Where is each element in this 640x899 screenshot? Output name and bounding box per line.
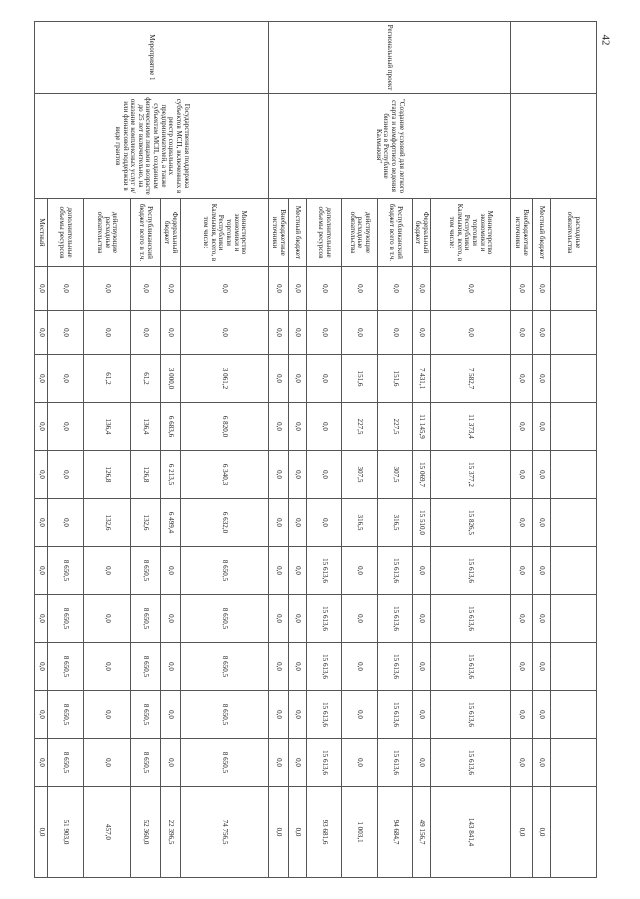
value-cell: 0,0: [378, 311, 413, 355]
value-cell: 0,0: [84, 595, 131, 643]
value-cell: 0,0: [35, 403, 48, 451]
value-cell: 8 650,5: [48, 595, 84, 643]
value-cell: 61,2: [84, 355, 131, 403]
value-cell: 227,5: [342, 403, 378, 451]
source-cell: Республиканский бюджет всего в т.ч.: [378, 199, 413, 267]
value-cell: 0,0: [511, 499, 533, 547]
source-cell: Федеральный бюджет: [413, 199, 431, 267]
total-cell: 0,0: [269, 787, 289, 878]
value-cell: 0,0: [533, 739, 551, 787]
value-cell: [551, 403, 597, 451]
value-cell: 8 650,5: [181, 739, 269, 787]
value-cell: 6 499,4: [161, 499, 181, 547]
value-cell: 0,0: [289, 547, 307, 595]
value-cell: 0,0: [511, 691, 533, 739]
value-cell: [551, 643, 597, 691]
value-cell: 0,0: [511, 739, 533, 787]
value-cell: 0,0: [431, 311, 511, 355]
value-cell: 15 377,2: [431, 451, 511, 499]
source-cell: Министерство экономики и торговли Республики Калмыкия, всего, в том числе:: [181, 199, 269, 267]
value-cell: 0,0: [342, 691, 378, 739]
source-cell: Местный бюджет: [289, 199, 307, 267]
total-cell: 0,0: [511, 787, 533, 878]
value-cell: 15 613,6: [307, 595, 342, 643]
value-cell: [551, 595, 597, 643]
value-cell: 0,0: [378, 267, 413, 311]
value-cell: 0,0: [289, 643, 307, 691]
document-sheet: [37, 21, 597, 877]
value-cell: 8 650,5: [181, 547, 269, 595]
value-cell: 0,0: [84, 643, 131, 691]
total-cell: 1 003,1: [342, 787, 378, 878]
total-cell: 22 396,5: [161, 787, 181, 878]
budget-table: [34, 21, 597, 878]
value-cell: 15 613,6: [431, 547, 511, 595]
value-cell: 0,0: [161, 547, 181, 595]
total-cell: 51 903,0: [48, 787, 84, 878]
value-cell: 0,0: [84, 547, 131, 595]
value-cell: 0,0: [181, 311, 269, 355]
value-cell: 0,0: [161, 691, 181, 739]
value-cell: 0,0: [533, 403, 551, 451]
value-cell: [551, 691, 597, 739]
value-cell: 0,0: [289, 499, 307, 547]
value-cell: 0,0: [35, 267, 48, 311]
value-cell: 15 613,6: [431, 595, 511, 643]
value-cell: [551, 451, 597, 499]
value-cell: 0,0: [269, 643, 289, 691]
category-cell: [511, 22, 597, 94]
value-cell: 15 613,6: [378, 691, 413, 739]
value-cell: 15 826,5: [431, 499, 511, 547]
value-cell: 151,6: [378, 355, 413, 403]
source-cell: Местный бюджет: [533, 199, 551, 267]
value-cell: 0,0: [289, 691, 307, 739]
value-cell: 8 650,5: [48, 739, 84, 787]
value-cell: 0,0: [48, 267, 84, 311]
value-cell: 15 613,6: [307, 547, 342, 595]
value-cell: 8 650,5: [131, 643, 161, 691]
value-cell: 316,5: [378, 499, 413, 547]
value-cell: 6 213,5: [161, 451, 181, 499]
total-cell: 457,0: [84, 787, 131, 878]
value-cell: 0,0: [511, 643, 533, 691]
value-cell: 0,0: [48, 403, 84, 451]
page-number: 42: [599, 34, 612, 46]
value-cell: 0,0: [35, 547, 48, 595]
total-cell: 143 841,4: [431, 787, 511, 878]
value-cell: 8 650,5: [131, 595, 161, 643]
total-cell: 74 756,5: [181, 787, 269, 878]
value-cell: 0,0: [35, 595, 48, 643]
value-cell: 0,0: [289, 403, 307, 451]
value-cell: 8 650,5: [48, 547, 84, 595]
value-cell: 0,0: [342, 547, 378, 595]
value-cell: [551, 499, 597, 547]
source-cell: дополнительные объемы ресурсов: [48, 199, 84, 267]
value-cell: 0,0: [413, 547, 431, 595]
value-cell: 6 683,6: [161, 403, 181, 451]
name-cell: "Создание условий для легкого старта и комфортного ведения бизнеса в Республике Калмыкия": [269, 94, 511, 199]
value-cell: 0,0: [35, 643, 48, 691]
value-cell: 0,0: [533, 311, 551, 355]
value-cell: 0,0: [289, 451, 307, 499]
value-cell: 3 061,2: [181, 355, 269, 403]
value-cell: 0,0: [533, 355, 551, 403]
category-cell: Мероприятие 1: [35, 22, 269, 94]
value-cell: 316,5: [342, 499, 378, 547]
value-cell: 0,0: [289, 739, 307, 787]
value-cell: 0,0: [289, 355, 307, 403]
value-cell: 0,0: [161, 311, 181, 355]
value-cell: 8 650,5: [131, 691, 161, 739]
table-row: [551, 22, 597, 878]
source-cell: Внебюджетные источники: [511, 199, 533, 267]
value-cell: 0,0: [269, 739, 289, 787]
total-cell: 0,0: [289, 787, 307, 878]
value-cell: 15 613,6: [431, 643, 511, 691]
value-cell: 11 373,4: [431, 403, 511, 451]
value-cell: 61,2: [131, 355, 161, 403]
value-cell: 0,0: [307, 311, 342, 355]
value-cell: 0,0: [269, 547, 289, 595]
name-cell: Государственная поддержка субъектов МСП, включенных в реестр социальных предпринимателей, а также субъектам МСП, созданным физическими лицами в возрасте до 25 лет включительно, на оказание комплексных услуг и/или финансовой поддержки в виде грантов: [35, 94, 269, 199]
value-cell: 6 340,3: [181, 451, 269, 499]
total-cell: 49 156,7: [413, 787, 431, 878]
value-cell: 0,0: [161, 739, 181, 787]
value-cell: 136,4: [131, 403, 161, 451]
value-cell: 8 650,5: [181, 691, 269, 739]
value-cell: 7 582,7: [431, 355, 511, 403]
value-cell: 7 431,1: [413, 355, 431, 403]
value-cell: 0,0: [269, 403, 289, 451]
table-row: [181, 22, 269, 878]
value-cell: 0,0: [413, 311, 431, 355]
value-cell: 0,0: [342, 643, 378, 691]
value-cell: 126,8: [131, 451, 161, 499]
total-cell: 94 684,7: [378, 787, 413, 878]
value-cell: 151,6: [342, 355, 378, 403]
value-cell: 0,0: [48, 499, 84, 547]
value-cell: 15 613,6: [431, 739, 511, 787]
value-cell: 0,0: [413, 643, 431, 691]
value-cell: 0,0: [533, 499, 551, 547]
value-cell: [551, 311, 597, 355]
value-cell: 0,0: [131, 311, 161, 355]
value-cell: 0,0: [161, 595, 181, 643]
value-cell: 0,0: [35, 499, 48, 547]
value-cell: 0,0: [269, 499, 289, 547]
value-cell: 0,0: [342, 739, 378, 787]
value-cell: 15 510,0: [413, 499, 431, 547]
category-cell: Региональный проект: [269, 22, 511, 94]
value-cell: 0,0: [84, 739, 131, 787]
value-cell: 0,0: [533, 451, 551, 499]
value-cell: 0,0: [84, 267, 131, 311]
value-cell: 0,0: [413, 267, 431, 311]
total-cell: 0,0: [35, 787, 48, 878]
value-cell: 0,0: [307, 267, 342, 311]
value-cell: 126,8: [84, 451, 131, 499]
value-cell: 0,0: [269, 691, 289, 739]
value-cell: 0,0: [533, 643, 551, 691]
table-row: [431, 22, 511, 878]
value-cell: 0,0: [307, 403, 342, 451]
source-cell: расходные обязательства: [551, 199, 597, 267]
source-cell: Республиканский бюджет всего в т.ч.: [131, 199, 161, 267]
source-cell: действующие расходные обязательства: [342, 199, 378, 267]
value-cell: 15 613,6: [307, 691, 342, 739]
value-cell: 15 613,6: [307, 739, 342, 787]
value-cell: 0,0: [161, 643, 181, 691]
source-cell: Министерство экономики и торговли Республики Калмыкия, всего, в том числе:: [431, 199, 511, 267]
value-cell: 0,0: [533, 267, 551, 311]
value-cell: 0,0: [289, 267, 307, 311]
value-cell: 15 613,6: [378, 595, 413, 643]
value-cell: 0,0: [35, 311, 48, 355]
value-cell: 0,0: [511, 451, 533, 499]
value-cell: 0,0: [161, 267, 181, 311]
value-cell: 0,0: [269, 311, 289, 355]
value-cell: 0,0: [35, 451, 48, 499]
table-body: [35, 22, 597, 878]
value-cell: 0,0: [307, 451, 342, 499]
value-cell: 6 632,0: [181, 499, 269, 547]
value-cell: 8 650,5: [48, 643, 84, 691]
value-cell: 0,0: [413, 739, 431, 787]
value-cell: 307,5: [378, 451, 413, 499]
value-cell: 0,0: [511, 311, 533, 355]
value-cell: 0,0: [48, 355, 84, 403]
value-cell: 0,0: [511, 355, 533, 403]
value-cell: 0,0: [533, 595, 551, 643]
total-cell: 93 681,6: [307, 787, 342, 878]
value-cell: 8 650,5: [131, 547, 161, 595]
value-cell: 0,0: [269, 355, 289, 403]
value-cell: 15 613,6: [378, 643, 413, 691]
value-cell: 0,0: [35, 355, 48, 403]
value-cell: 8 650,5: [181, 595, 269, 643]
value-cell: 0,0: [431, 267, 511, 311]
value-cell: 0,0: [533, 691, 551, 739]
value-cell: 0,0: [307, 499, 342, 547]
value-cell: 0,0: [181, 267, 269, 311]
value-cell: 0,0: [342, 311, 378, 355]
value-cell: 0,0: [269, 451, 289, 499]
value-cell: 8 650,5: [48, 691, 84, 739]
value-cell: 0,0: [289, 595, 307, 643]
value-cell: 0,0: [269, 267, 289, 311]
value-cell: 15 613,6: [378, 547, 413, 595]
source-cell: действующие расходные обязательства: [84, 199, 131, 267]
value-cell: 11 145,9: [413, 403, 431, 451]
source-cell: дополнительные объемы ресурсов: [307, 199, 342, 267]
source-cell: Местный: [35, 199, 48, 267]
value-cell: 0,0: [511, 267, 533, 311]
value-cell: 0,0: [269, 595, 289, 643]
total-cell: 0,0: [533, 787, 551, 878]
value-cell: 0,0: [131, 267, 161, 311]
value-cell: 0,0: [84, 311, 131, 355]
total-cell: 52 360,0: [131, 787, 161, 878]
value-cell: 0,0: [511, 595, 533, 643]
value-cell: 15 069,7: [413, 451, 431, 499]
value-cell: 0,0: [48, 311, 84, 355]
value-cell: 0,0: [533, 547, 551, 595]
value-cell: 227,5: [378, 403, 413, 451]
source-cell: Внебюджетные источники: [269, 199, 289, 267]
value-cell: 0,0: [342, 267, 378, 311]
value-cell: [551, 355, 597, 403]
value-cell: 0,0: [342, 595, 378, 643]
value-cell: 0,0: [35, 739, 48, 787]
value-cell: 8 650,5: [131, 739, 161, 787]
value-cell: 307,5: [342, 451, 378, 499]
value-cell: 6 820,0: [181, 403, 269, 451]
rotated-table-wrapper: [37, 21, 597, 877]
value-cell: 0,0: [511, 547, 533, 595]
value-cell: 15 613,6: [378, 739, 413, 787]
value-cell: 0,0: [35, 691, 48, 739]
value-cell: [551, 267, 597, 311]
value-cell: 136,4: [84, 403, 131, 451]
value-cell: 15 613,6: [307, 643, 342, 691]
value-cell: 0,0: [289, 311, 307, 355]
total-cell: [551, 787, 597, 878]
value-cell: 8 650,5: [181, 643, 269, 691]
value-cell: 0,0: [413, 595, 431, 643]
value-cell: [551, 739, 597, 787]
value-cell: [551, 547, 597, 595]
value-cell: 0,0: [413, 691, 431, 739]
value-cell: 0,0: [48, 451, 84, 499]
value-cell: 132,6: [131, 499, 161, 547]
source-cell: Федеральный бюджет: [161, 199, 181, 267]
name-cell: [511, 94, 597, 199]
value-cell: 3 000,0: [161, 355, 181, 403]
value-cell: 132,6: [84, 499, 131, 547]
value-cell: 15 613,6: [431, 691, 511, 739]
value-cell: 0,0: [84, 691, 131, 739]
value-cell: 0,0: [307, 355, 342, 403]
value-cell: 0,0: [511, 403, 533, 451]
